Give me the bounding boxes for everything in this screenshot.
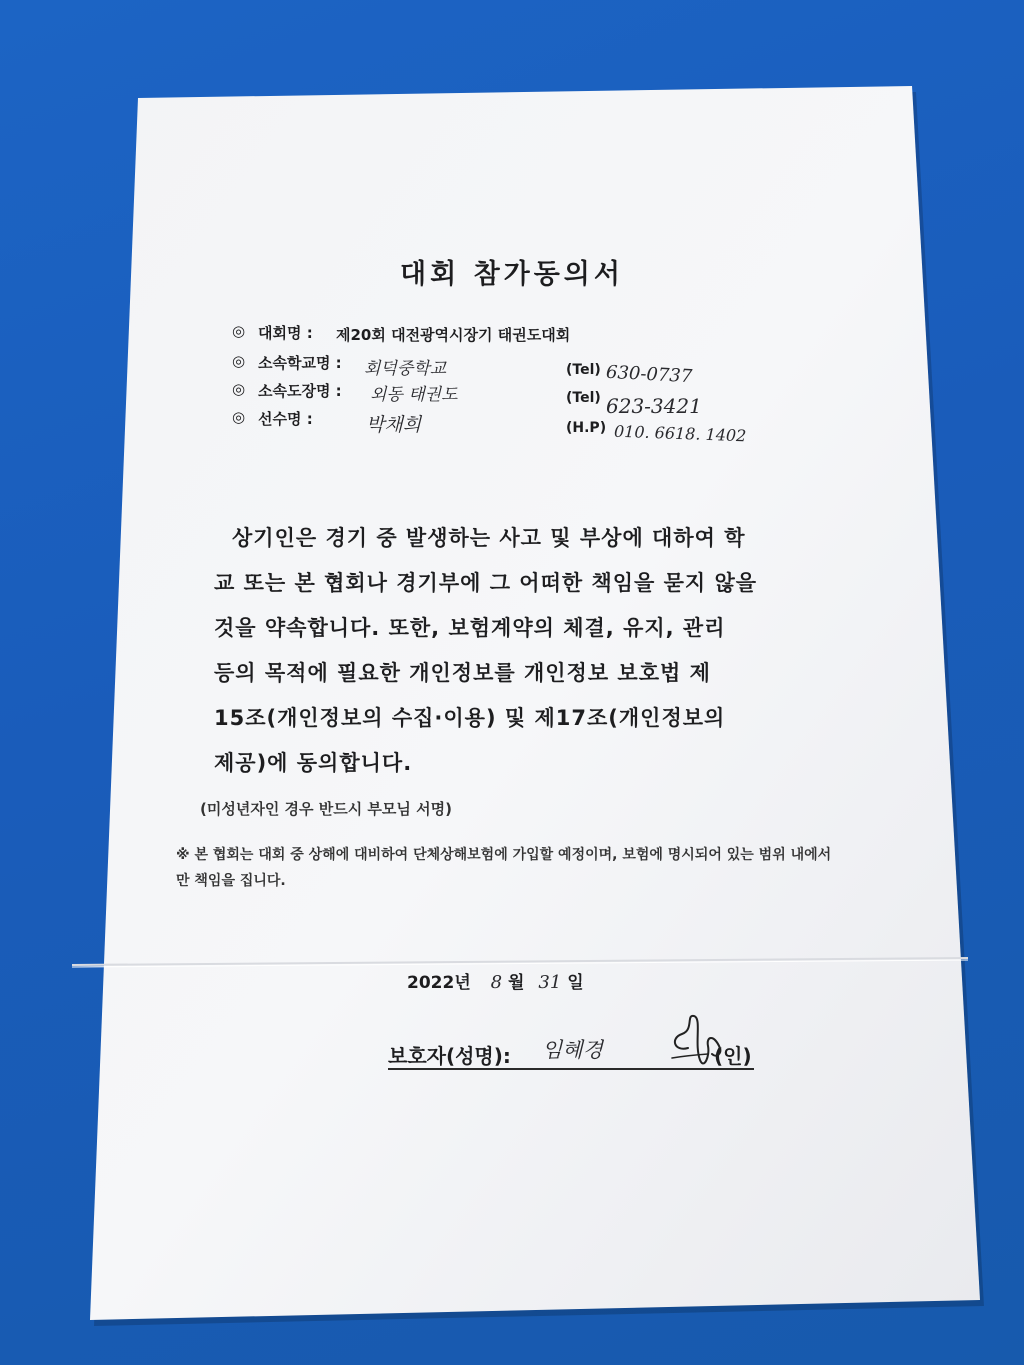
field-label-competition: 대회명 : [258,324,313,342]
field-value-athlete: 박채희 [366,414,422,436]
date-line [407,968,584,993]
tel-label-dojang: (Tel) [566,390,601,406]
field-value-competition: 제20회 대전광역시장기 태권도대회 [336,326,571,344]
body-line: 15조(개인정보의 수집·이용) 및 제17조(개인정보의 [214,706,726,730]
guardian-signature [664,1008,734,1082]
date-month: 8 [490,972,503,993]
date-month-unit: 월 [508,973,525,993]
tel-label-school: (Tel) [566,362,601,378]
minor-note: (미성년자인 경우 반드시 부모님 서명) [200,800,452,818]
document-title: 대회 참가동의서 [400,259,624,290]
field-bullet-dojang: ◎ [232,380,246,398]
body-line: 등의 목적에 필요한 개인정보를 개인정보 보호법 제 [214,661,711,685]
field-bullet-competition: ◎ [232,322,246,340]
seal-label: (인) [714,1044,752,1068]
field-label-athlete: 선수명 : [258,410,313,428]
date-year: 2022년 [407,973,471,993]
field-bullet-athlete: ◎ [232,408,246,426]
hp-value-athlete: 010. 6618. 1402 [613,421,747,446]
date-day-unit: 일 [567,973,584,993]
field-bullet-school: ◎ [232,352,246,370]
guardian-label: 보호자(성명): [388,1044,511,1068]
date-day: 31 [538,972,562,993]
tel-value-dojang: 623-3421 [606,394,702,418]
field-label-school: 소속학교명 : [258,354,342,372]
field-value-dojang: 외동 태권도 [370,385,458,405]
hp-label-athlete: (H.P) [566,420,607,436]
body-line: 제공)에 동의합니다. [214,751,413,775]
field-label-dojang: 소속도장명 : [258,382,342,400]
guardian-name: 임혜경 [542,1038,603,1062]
tel-value-school: 630-0737 [605,361,693,388]
field-value-school: 회덕중학교 [364,359,447,379]
body-line: 상기인은 경기 중 발생하는 사고 및 부상에 대하여 학 [232,526,746,550]
body-line: 것을 약속합니다. 또한, 보험계약의 체결, 유지, 관리 [214,616,726,640]
body-line: 교 또는 본 협회나 경기부에 그 어떠한 책임을 묻지 않을 [214,571,758,595]
consent-body [214,516,794,786]
insurance-note: ※ 본 협회는 대회 중 상해에 대비하여 단체상해보험에 가입할 예정이며, 보험에 명시되어 있는 범위 내에서만 책임을 집니다. [176,847,832,889]
